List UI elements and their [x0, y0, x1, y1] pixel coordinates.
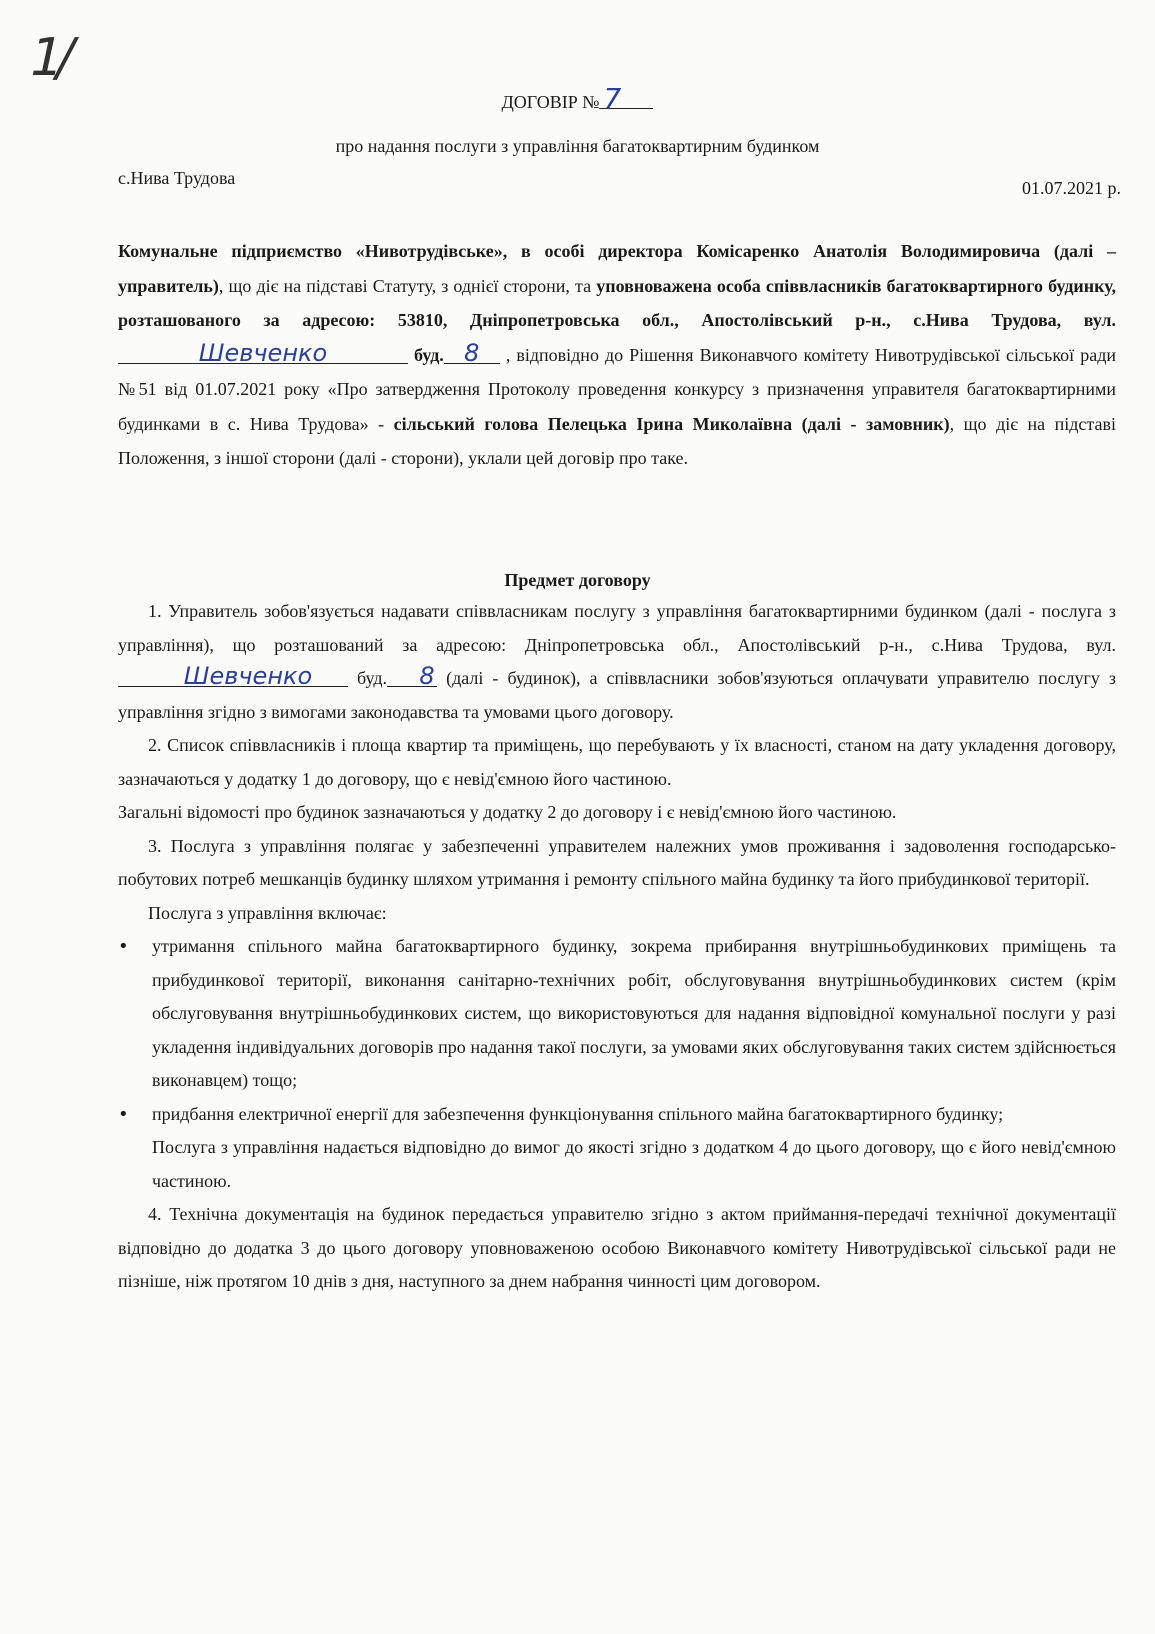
bullet-icon: •	[118, 1103, 129, 1125]
document-subtitle: про надання послуги з управління багатоквартирним будинком	[335, 136, 820, 156]
section-title: Предмет договору	[504, 570, 651, 590]
list-item: • придбання електричної енергії для забезпечення функціонування спільного майна багатоквартирного будинку;	[118, 1098, 1116, 1132]
title-text: ДОГОВІР №	[501, 92, 600, 112]
document-title	[0, 82, 1155, 115]
list-item: • утримання спільного майна багатоквартирного будинку, зокрема прибирання внутрішньобудинкових приміщень та прибудинкової території, виконання санітарно-технічних робіт, обслуговування внутрішньобудинкових систем (крім обслуговування внутрішньобудинкових систем, що використовуються для надання відповідної комунальної послуги у разі укладення індивідуальних договорів про надання такої послуги, за умовами яких обслуговування таких систем здійснюється виконавцем) тощо;	[118, 930, 1116, 1098]
preamble-text: , що діє на підставі Статуту, з однієї сторони, та	[218, 275, 597, 296]
clause-1: 1. Управитель зобов'язується надавати співвласникам послугу з управління багатоквартирними будинком (далі - послуга з управління), що розташований за адресою: Дніпропетровська обл., Апостолівський р-н., с.Нива Трудова, вул.	[118, 601, 1116, 655]
handwritten-house-number-2: 8	[387, 666, 437, 687]
bullet-icon: •	[118, 936, 129, 957]
clause-1-end: (далі - будинок), а співвласники зобов'язуються оплачувати управителю послугу з управління згідно з вимогами законодавства та умовами цього договору.	[118, 668, 1116, 722]
section-body	[118, 595, 1116, 1299]
handwritten-house-number: 8	[444, 343, 500, 364]
preamble-decision: , відповідно до Рішення Виконавчого комітету Нивотрудівської сільської ради №51 від 01.07.2021 року «Про затвердження Протоколу проведення конкурсу з призначення управителя багатоквартирними будинками в с. Нива Трудова» -	[118, 344, 1116, 434]
includes-label: Послуга з управління включає:	[148, 902, 387, 923]
preamble-closing: , що діє на підставі Положення, з іншої сторони (далі - сторони), уклали цей договір про таке.	[118, 413, 1116, 468]
preamble-manager: Комунальне підприємство «Нивотрудівське», в особі директора Комісаренко Анатолія Володимировича (далі – управитель)	[118, 241, 1116, 296]
clause-4: 4. Технічна документація на будинок передається управителю згідно з актом приймання-передачі технічної документації відповідно до додатка 3 до цього договору уповноваженою особою Виконавчого комітету Нивотрудівської сільської ради не пізніше, ніж протягом 10 днів з дня, наступного за днем набрання чинності цим договором.	[118, 1204, 1116, 1291]
preamble-house-label: буд.	[408, 344, 444, 365]
handwritten-margin-mark: 1/	[23, 28, 75, 88]
handwritten-street: Шевченко	[118, 343, 408, 364]
contract-number: 7	[599, 90, 653, 109]
clause-1-house-label: буд.	[348, 668, 388, 688]
clause-3: 3. Послуга з управління полягає у забезпеченні управителем належних умов проживання і задоволення господарсько-побутових потреб мешканців будинку шляхом утримання і ремонту спільного майна будинку та його прибудинкової території.	[118, 835, 1116, 889]
handwritten-street-2: Шевченко	[118, 666, 348, 687]
contract-date: 01.07.2021 р.	[1022, 178, 1121, 198]
preamble-customer: сільський голова Пелецька Ірина Миколаївна (далі - замовник)	[393, 413, 950, 434]
place-of-signing: с.Нива Трудова	[118, 168, 236, 188]
quality-note: Послуга з управління надається відповідно до вимог до якості згідно з додатком 4 до цього договору, що є його невід'ємною частиною.	[152, 1137, 1116, 1191]
preamble	[118, 234, 1116, 476]
preamble-owners-rep: уповноважена особа співвласників багатоквартирного будинку, розташованого за адресою: 53810, Дніпропетровська обл., Апостолівський р-н., с.Нива Трудова, вул.	[118, 275, 1116, 330]
clause-2: 2. Список співвласників і площа квартир та приміщень, що перебувають у їх власності, станом на дату укладення договору, зазначаються у додатку 1 до договору, що є невід'ємною його частиною.	[118, 735, 1116, 789]
clause-2-note: Загальні відомості про будинок зазначаються у додатку 2 до договору і є невід'ємною його частиною.	[118, 802, 897, 822]
